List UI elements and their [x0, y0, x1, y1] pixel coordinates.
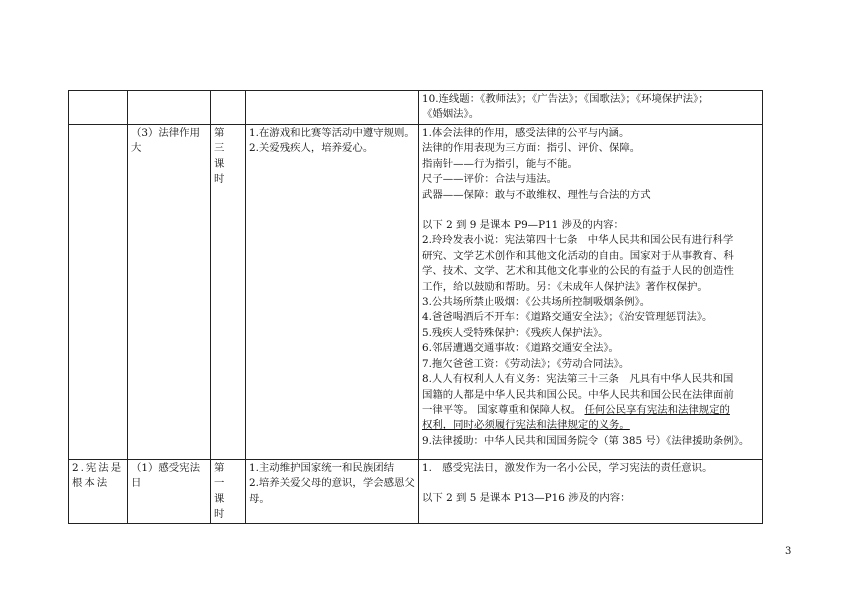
content-line: 8.人人有权利人人有义务：宪法第三十三条 凡具有中华人民共和国 [422, 373, 734, 386]
goal-line: 2.关爱残疾人，培养爱心。 [249, 142, 374, 155]
content-line: 国籍的人都是中华人民共和国公民。中华人民共和国公民在法律面前 [422, 388, 734, 401]
period-label: 第一课时 [214, 462, 229, 521]
content-line: 《婚姻法》。 [422, 108, 480, 121]
content-line: 以下 2 到 5 是课本 P13—P16 涉及的内容： [422, 492, 631, 505]
underlined-line: 权利，同时必须履行宪法和法律规定的义务。 [422, 419, 630, 432]
content-line [422, 403, 759, 418]
unit-label: 2.宪法是根本法 [72, 462, 124, 490]
content-line: 学、技术、文学、艺术和其他文化事业的公民的有益于人民的创造性 [422, 265, 734, 278]
goal-line: 1.在游戏和比赛等活动中遵守规则。 [249, 127, 415, 139]
content-line: 尺子——评价：合法与违法。 [422, 173, 558, 186]
content-line: 工作，给以鼓励和帮助。另：《未成年人保护法》著作权保护。 [422, 280, 708, 293]
content-line: 5.残疾人受特殊保护：《残疾人保护法》。 [422, 326, 609, 339]
table-row [69, 125, 763, 460]
unit-cell [69, 125, 128, 460]
blank-line [422, 476, 759, 491]
content-cell [419, 91, 763, 125]
unit-cell [69, 460, 128, 524]
content-line: 1.体会法律的作用，感受法律的公平与内涵。 [422, 127, 630, 139]
content-text: 一律平等。 国家尊重和保障人权。 [422, 403, 582, 416]
content-line: 6.邻居遭遇交通事故：《道路交通安全法》。 [422, 342, 619, 355]
period-cell [211, 91, 246, 125]
table-row [69, 91, 763, 125]
topic-label: （3）法律作用大 [131, 127, 200, 155]
content-cell [419, 125, 763, 460]
topic-cell [128, 460, 211, 524]
content-cell [419, 460, 763, 524]
content-line: 1. 感受宪法日，激发作为一名小公民，学习宪法的责任意识。 [422, 462, 713, 474]
period-label: 第三课时 [214, 127, 229, 186]
content-line: 指南针——行为指引，能与不能。 [422, 157, 578, 170]
content-line: 以下 2 到 9 是课本 P9—P11 涉及的内容： [422, 219, 624, 232]
content-line: 9.法律援助：中华人民共和国国务院令（第 385 号）《法律援助条例》。 [422, 434, 750, 447]
underlined-text: 任何公民享有宪法和法律规定的 [584, 403, 730, 416]
period-cell [211, 460, 246, 524]
content-line: 7.拖欠爸爸工资：《劳动法》；《劳动合同法》。 [422, 357, 630, 370]
goal-cell [246, 460, 419, 524]
content-line: 武器——保障：敢与不敢维权、理性与合法的方式 [422, 188, 651, 201]
content-line: 4.爸爸喝酒后不开车：《道路交通安全法》；《治安管理惩罚法》。 [422, 311, 713, 324]
goal-line: 2.培养关爱父母的意识，学会感恩父母。 [249, 477, 415, 505]
page-number: 3 [785, 546, 792, 557]
content-line: 3.公共场所禁止吸烟：《公共场所控制吸烟条例》。 [422, 296, 651, 309]
content-line: 2.玲玲发表小说：宪法第四十七条 中华人民共和国公民有进行科学 [422, 234, 734, 247]
lesson-table [68, 90, 763, 524]
topic-cell [128, 91, 211, 125]
unit-cell [69, 91, 128, 125]
blank-line [422, 203, 759, 218]
content-line: 研究、文学艺术创作和其他文化活动的自由。国家对于从事教育、科 [422, 249, 734, 262]
period-cell [211, 125, 246, 460]
topic-label: （1）感受宪法日 [131, 462, 200, 490]
goal-line: 1.主动维护国家统一和民族团结 [249, 462, 394, 474]
goal-cell [246, 91, 419, 125]
goal-cell [246, 125, 419, 460]
content-line: 10.连线题：《教师法》；《广告法》；《国歌法》；《环境保护法》； [422, 93, 709, 105]
table-row [69, 460, 763, 524]
content-line: 法律的作用表现为三方面：指引、评价、保障。 [422, 142, 641, 155]
topic-cell [128, 125, 211, 460]
